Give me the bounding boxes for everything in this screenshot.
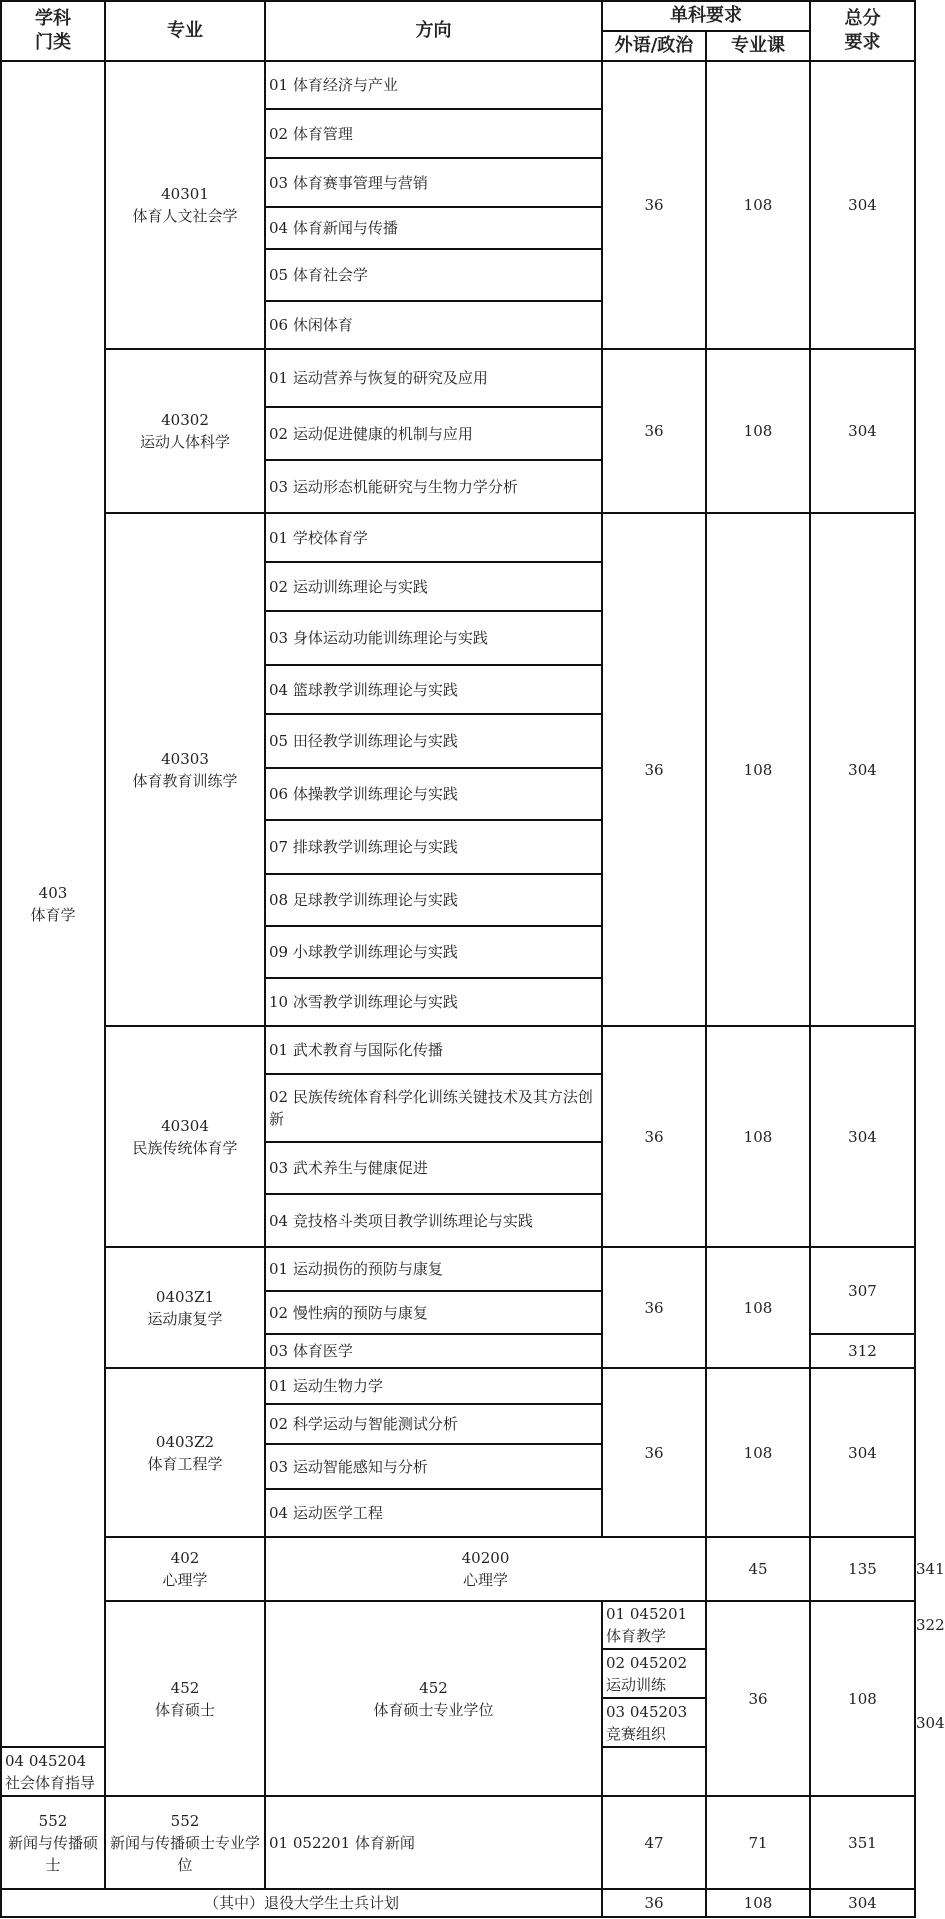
direction-cell: 04 045204 社会体育指导 bbox=[1, 1747, 105, 1796]
header-major: 专业 bbox=[105, 1, 265, 61]
direction-cell: 06 体操教学训练理论与实践 bbox=[265, 768, 602, 820]
course-score-cell: 108 bbox=[706, 61, 810, 349]
direction-cell: 03 体育赛事管理与营销 bbox=[265, 158, 602, 207]
table-row bbox=[1, 349, 915, 407]
direction-cell: 03 045203 竞赛组织 bbox=[602, 1698, 706, 1747]
direction-cell: 01 体育经济与产业 bbox=[265, 61, 602, 109]
course-score-cell: 135 bbox=[810, 1537, 915, 1601]
direction-cell: 04 篮球教学训练理论与实践 bbox=[265, 665, 602, 714]
course-score-cell: 108 bbox=[810, 1601, 915, 1796]
direction-cell: 02 运动促进健康的机制与应用 bbox=[265, 407, 602, 460]
total-score-cell: 304 bbox=[810, 61, 915, 349]
course-score-cell: 108 bbox=[706, 1889, 810, 1917]
total-score-cell: 304 bbox=[810, 1026, 915, 1247]
foreign-score-cell: 47 bbox=[602, 1796, 706, 1889]
foreign-score-cell: 36 bbox=[602, 1247, 706, 1368]
course-score-cell: 108 bbox=[706, 513, 810, 1026]
total-score-cell: 304 bbox=[810, 513, 915, 1026]
total-score-cell: 304 bbox=[810, 1368, 915, 1537]
header-total: 总分 要求 bbox=[810, 1, 915, 61]
table-row bbox=[1, 513, 915, 562]
total-score-cell: 307 bbox=[810, 1247, 915, 1334]
veteran-plan-label: （其中）退役大学生士兵计划 bbox=[1, 1889, 602, 1917]
direction-cell: 02 慢性病的预防与康复 bbox=[265, 1291, 602, 1334]
table-row: 02 045202 运动训练 304 bbox=[1, 1649, 915, 1698]
header-major-course: 专业课 bbox=[706, 31, 810, 61]
category-cell: 452 体育硕士 bbox=[105, 1601, 265, 1796]
total-score-cell: 304 bbox=[810, 1889, 915, 1917]
direction-cell: 03 运动形态机能研究与生物力学分析 bbox=[265, 460, 602, 513]
major-cell: 40200 心理学 bbox=[265, 1537, 706, 1601]
foreign-score-cell: 36 bbox=[602, 1889, 706, 1917]
foreign-score-cell: 36 bbox=[602, 513, 706, 1026]
major-cell: 0403Z2 体育工程学 bbox=[105, 1368, 265, 1537]
foreign-score-cell: 36 bbox=[706, 1601, 810, 1796]
direction-cell: 02 体育管理 bbox=[265, 109, 602, 158]
header-single-requirement: 单科要求 bbox=[602, 1, 810, 31]
direction-cell: 02 045202 运动训练 bbox=[602, 1649, 706, 1698]
direction-cell: 09 小球教学训练理论与实践 bbox=[265, 926, 602, 978]
direction-cell: 01 运动损伤的预防与康复 bbox=[265, 1247, 602, 1291]
direction-cell: 06 休闲体育 bbox=[265, 301, 602, 349]
footer-row bbox=[1, 1889, 915, 1917]
direction-cell: 02 运动训练理论与实践 bbox=[265, 562, 602, 611]
table-row bbox=[1, 1247, 915, 1291]
course-score-cell: 108 bbox=[706, 1368, 810, 1537]
direction-cell: 04 运动医学工程 bbox=[265, 1489, 602, 1537]
table-row bbox=[1, 1026, 915, 1074]
direction-cell: 03 体育医学 bbox=[265, 1334, 602, 1368]
foreign-score-cell: 36 bbox=[602, 61, 706, 349]
direction-cell: 01 052201 体育新闻 bbox=[265, 1796, 602, 1889]
direction-cell: 02 民族传统体育科学化训练关键技术及其方法创新 bbox=[265, 1074, 602, 1142]
foreign-score-cell: 45 bbox=[706, 1537, 810, 1601]
direction-cell: 01 运动营养与恢复的研究及应用 bbox=[265, 349, 602, 407]
direction-cell: 05 体育社会学 bbox=[265, 249, 602, 301]
course-score-cell: 108 bbox=[706, 1026, 810, 1247]
table-row bbox=[1, 1368, 915, 1404]
direction-cell: 07 排球教学训练理论与实践 bbox=[265, 820, 602, 874]
course-score-cell: 71 bbox=[706, 1796, 810, 1889]
header-direction: 方向 bbox=[265, 1, 602, 61]
header-row bbox=[1, 1, 915, 31]
direction-cell: 01 运动生物力学 bbox=[265, 1368, 602, 1404]
total-score-cell: 312 bbox=[810, 1334, 915, 1368]
direction-cell: 03 运动智能感知与分析 bbox=[265, 1444, 602, 1489]
direction-cell: 01 学校体育学 bbox=[265, 513, 602, 562]
direction-cell: 04 竞技格斗类项目教学训练理论与实践 bbox=[265, 1194, 602, 1247]
category-cell: 402 心理学 bbox=[105, 1537, 265, 1601]
direction-cell: 02 科学运动与智能测试分析 bbox=[265, 1404, 602, 1444]
direction-cell: 04 体育新闻与传播 bbox=[265, 207, 602, 249]
direction-cell: 03 身体运动功能训练理论与实践 bbox=[265, 611, 602, 665]
table-row bbox=[1, 61, 915, 109]
major-cell: 452 体育硕士专业学位 bbox=[265, 1601, 602, 1796]
course-score-cell: 108 bbox=[706, 1247, 810, 1368]
total-score-cell: 351 bbox=[810, 1796, 915, 1889]
direction-cell: 05 田径教学训练理论与实践 bbox=[265, 714, 602, 768]
foreign-score-cell: 36 bbox=[602, 349, 706, 513]
table-row bbox=[1, 1796, 915, 1889]
header-category: 学科 门类 bbox=[1, 1, 105, 61]
direction-cell: 03 武术养生与健康促进 bbox=[265, 1142, 602, 1194]
header-foreign-politics: 外语/政治 bbox=[602, 31, 706, 61]
foreign-score-cell: 36 bbox=[602, 1368, 706, 1537]
course-score-cell: 108 bbox=[706, 349, 810, 513]
table-row: 452 体育硕士 452 体育硕士专业学位 01 045201 体育教学 36 108 322 bbox=[1, 1601, 915, 1649]
direction-cell: 01 045201 体育教学 bbox=[602, 1601, 706, 1649]
major-cell: 552 新闻与传播硕士专业学位 bbox=[105, 1796, 265, 1889]
category-cell: 552 新闻与传播硕士 bbox=[1, 1796, 105, 1889]
major-cell: 40302 运动人体科学 bbox=[105, 349, 265, 513]
direction-cell: 08 足球教学训练理论与实践 bbox=[265, 874, 602, 926]
direction-cell: 10 冰雪教学训练理论与实践 bbox=[265, 978, 602, 1026]
direction-cell: 01 武术教育与国际化传播 bbox=[265, 1026, 602, 1074]
table-row: 402 心理学 40200 心理学 45 135 341 bbox=[1, 1537, 915, 1601]
major-cell: 40301 体育人文社会学 bbox=[105, 61, 265, 349]
foreign-score-cell: 36 bbox=[602, 1026, 706, 1247]
major-cell: 0403Z1 运动康复学 bbox=[105, 1247, 265, 1368]
major-cell: 40303 体育教育训练学 bbox=[105, 513, 265, 1026]
total-score-cell: 304 bbox=[810, 349, 915, 513]
category-cell: 403 体育学 bbox=[1, 61, 105, 1747]
major-cell: 40304 民族传统体育学 bbox=[105, 1026, 265, 1247]
